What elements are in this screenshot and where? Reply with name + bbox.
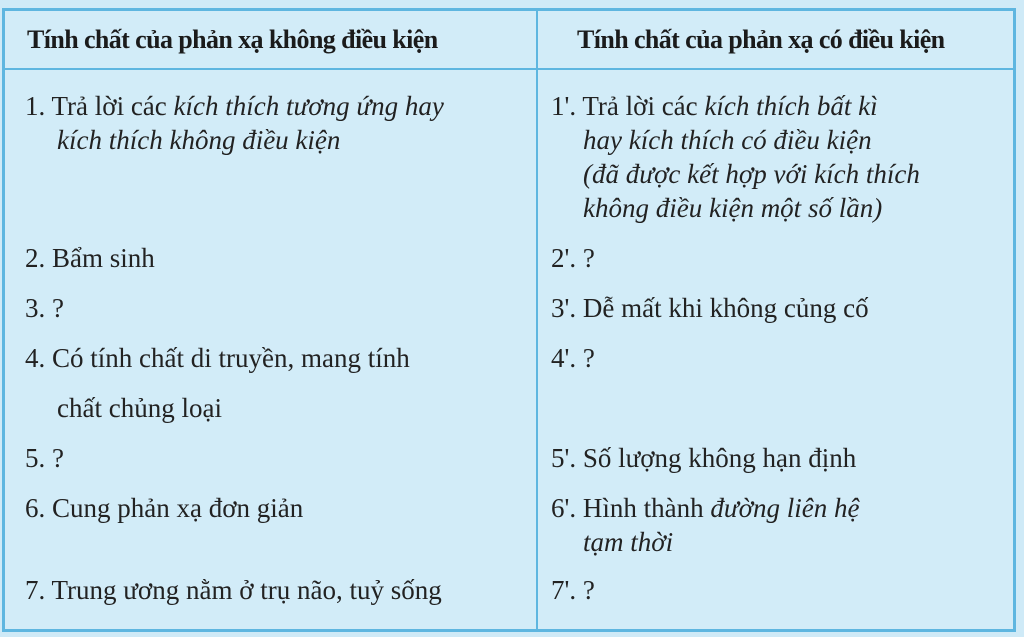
row-text: Trả lời các	[582, 91, 705, 121]
row-text: ?	[582, 575, 595, 605]
left-row-5	[25, 441, 64, 475]
row-number: 7'.	[551, 575, 577, 605]
row-text: Bẩm sinh	[52, 243, 155, 273]
right-row-5	[551, 441, 856, 475]
row-number: 5'.	[551, 443, 577, 473]
row-number: 2.	[25, 243, 46, 273]
left-row-6	[25, 491, 303, 525]
row-text: Cung phản xạ đơn giản	[52, 493, 304, 523]
column-divider	[536, 11, 538, 629]
row-number: 6.	[25, 493, 46, 523]
row-number: 3'.	[551, 293, 577, 323]
row-text: Có tính chất di truyền, mang tính	[52, 343, 410, 373]
row-text-continued: kích thích không điều kiện	[57, 125, 341, 155]
right-row-4	[551, 341, 595, 375]
row-text: ?	[582, 243, 595, 273]
row-text-italic: đường liên hệ	[710, 493, 860, 523]
left-row-2	[25, 241, 155, 275]
row-number: 4'.	[551, 343, 577, 373]
header-divider	[5, 68, 1013, 70]
row-number: 1'.	[551, 91, 577, 121]
row-text-continued: (đã được kết hợp với kích thích	[583, 159, 920, 189]
left-row-4-continued	[57, 391, 222, 425]
row-number: 4.	[25, 343, 46, 373]
right-row-2	[551, 241, 595, 275]
row-text-continued: chất chủng loại	[57, 393, 222, 423]
row-text: Dễ mất khi không củng cố	[582, 293, 869, 323]
left-row-7	[25, 573, 442, 607]
row-text: ?	[582, 343, 595, 373]
right-row-1	[551, 89, 920, 225]
row-text: Trung ương nằm ở trụ não, tuỷ sống	[51, 575, 442, 605]
right-row-3	[551, 291, 869, 325]
header-unconditioned: Tính chất của phản xạ không điều kiện	[27, 24, 438, 54]
left-row-3	[25, 291, 64, 325]
left-row-1	[25, 89, 444, 157]
row-number: 2'.	[551, 243, 577, 273]
row-text-italic: kích thích tương ứng hay	[173, 91, 444, 121]
row-text: Hình thành	[582, 493, 711, 523]
row-number: 7.	[25, 575, 46, 605]
right-row-7	[551, 573, 595, 607]
row-number: 1.	[25, 91, 46, 121]
row-text: ?	[52, 293, 64, 323]
row-text-continued: hay kích thích có điều kiện	[583, 125, 872, 155]
row-text-italic: kích thích bất kì	[704, 91, 878, 121]
comparison-table	[2, 8, 1016, 632]
row-text: Trả lời các	[51, 91, 174, 121]
row-text-continued: tạm thời	[583, 527, 674, 557]
row-text: ?	[52, 443, 64, 473]
row-text-continued: không điều kiện một số lần)	[583, 193, 883, 223]
row-text: Số lượng không hạn định	[582, 443, 857, 473]
left-row-4	[25, 341, 410, 375]
right-row-6	[551, 491, 859, 559]
row-number: 6'.	[551, 493, 577, 523]
header-conditioned: Tính chất của phản xạ có điều kiện	[577, 24, 945, 54]
row-number: 3.	[25, 293, 46, 323]
row-number: 5.	[25, 443, 46, 473]
